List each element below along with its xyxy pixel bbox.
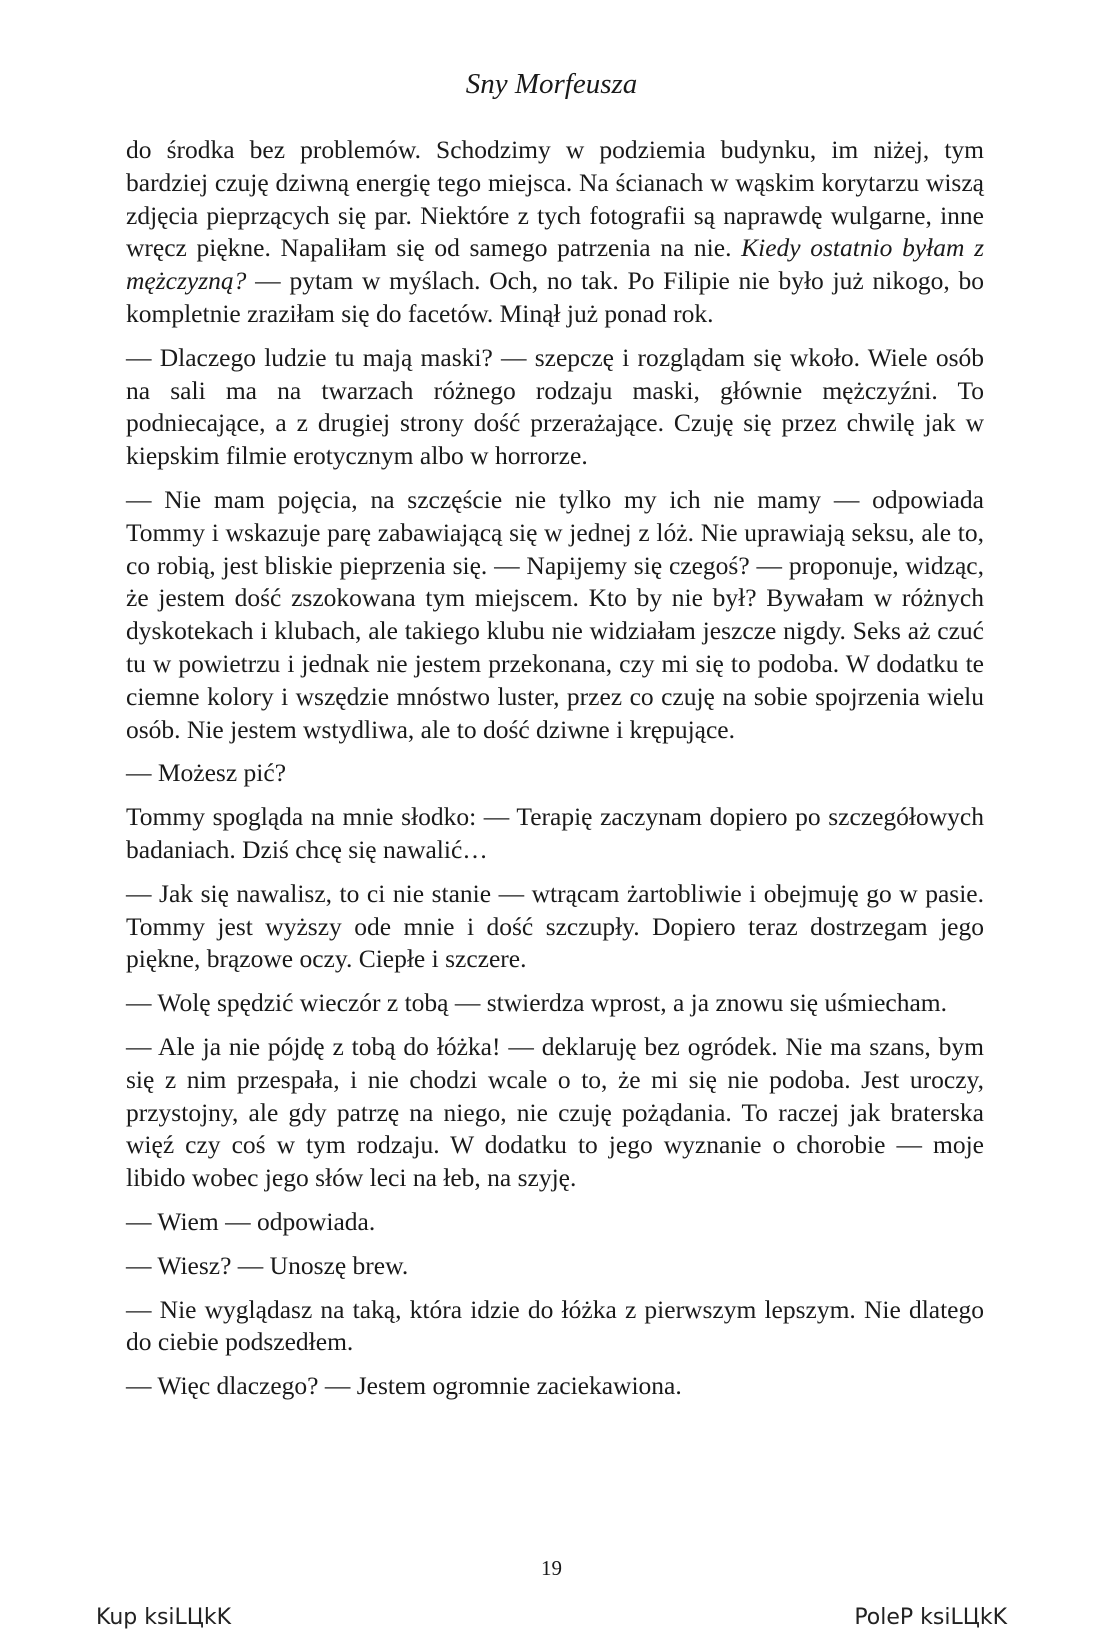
paragraph: Tommy spogląda na mnie słodko: — Terapię zaczynam dopiero po szczegółowych badaniach. Dziś chcę się nawalić…	[126, 802, 984, 864]
paragraph: — Nie wyglądasz na taką, która idzie do łóżka z pierwszym lepszym. Nie dlatego do ciebie podszedłem.	[126, 1294, 984, 1357]
running-header-title: Sny Morfeusza	[465, 68, 638, 100]
paragraph: — Nie mam pojęcia, na szczęście nie tylko my ich nie mamy — odpowiada Tommy i wskazuje parę zabawiającą się w jednej z lóż. Nie uprawiają seksu, ale to, co robią, jest bliskie pieprzenia się. — Napijemy się czegoś? — proponuje, widząc, że jestem dość zszokowana tym miejscem. Kto by nie był? Bywałam w różnych dyskotekach i klubach, ale takiego klubu nie widziałam jeszcze nigdy. Seks aż czuć tu w powietrzu i jednak nie jestem przekonana, czy mi się to podoba. W dodatku te ciemne kolory i wszędzie mnóstwo luster, przez co czuję na sobie spojrzenia wielu osób. Nie jestem wstydliwa, ale to dość dziwne i krępujące.	[126, 484, 984, 744]
paragraph	[126, 134, 984, 331]
paragraph-text: do środka bez problemów. Schodzimy w podziemia budynku, im niżej, tym bardziej czuję dziwną energię tego miejsca. Na ścianach w wąskim korytarzu wiszą zdjęcia pieprzących się par. Niektóre z tych fotografii są naprawdę wulgarne, inne wręcz piękne. Napaliłam się od samego patrzenia na nie.	[126, 135, 984, 263]
paragraph: — Ale ja nie pójdę z tobą do łóżka! — deklaruję bez ogródek. Nie ma szans, bym się z nim przespała, i nie chodzi wcale o to, że mi się nie podoba. Jest uroczy, przystojny, ale gdy patrzę na niego, nie czuję pożądania. To raczej jak braterska więź czy coś w tym rodzaju. W dodatku to jego wyznanie o chorobie — moje libido wobec jego słów leci na łeb, na szyję.	[126, 1031, 984, 1193]
paragraph: — Dlaczego ludzie tu mają maski? — szepczę i rozglądam się wkoło. Wiele osób na sali ma na twarzach różnego rodzaju maski, głównie mężczyźni. To podniecające, a z drugiej strony dość przerażające. Czuję się przez chwilę jak w kiepskim filmie erotycznym albo w horrorze.	[126, 342, 984, 471]
paragraph: — Możesz pić?	[126, 758, 287, 788]
page-body-text	[126, 134, 984, 1414]
buy-book-link[interactable]: Kup ksiLЦkK	[96, 1605, 232, 1630]
page-number: 19	[541, 1556, 562, 1580]
italic-thought: Kiedy ostatnio byłam z mężczyzną?	[126, 233, 984, 296]
recommend-book-link[interactable]: PoleP ksiLЦkK	[854, 1605, 1007, 1630]
paragraph: — Wiem — odpowiada.	[126, 1206, 376, 1236]
paragraph: — Więc dlaczego? — Jestem ogromnie zaciekawiona.	[126, 1371, 682, 1401]
paragraph: — Wolę spędzić wieczór z tobą — stwierdza wprost, a ja znowu się uśmiecham.	[126, 988, 948, 1018]
paragraph-text: — pytam w myślach. Och, no tak. Po Filipie nie było już nikogo, bo kompletnie zraziłam się do facetów. Minął już ponad rok.	[126, 266, 984, 328]
paragraph: — Wiesz? — Unoszę brew.	[126, 1250, 409, 1280]
paragraph: — Jak się nawalisz, to ci nie stanie — wtrącam żartobliwie i obejmuję go w pasie. Tommy jest wyższy ode mnie i dość szczupły. Dopiero teraz dostrzegam jego piękne, brązowe oczy. Ciepłe i szczere.	[126, 878, 984, 974]
